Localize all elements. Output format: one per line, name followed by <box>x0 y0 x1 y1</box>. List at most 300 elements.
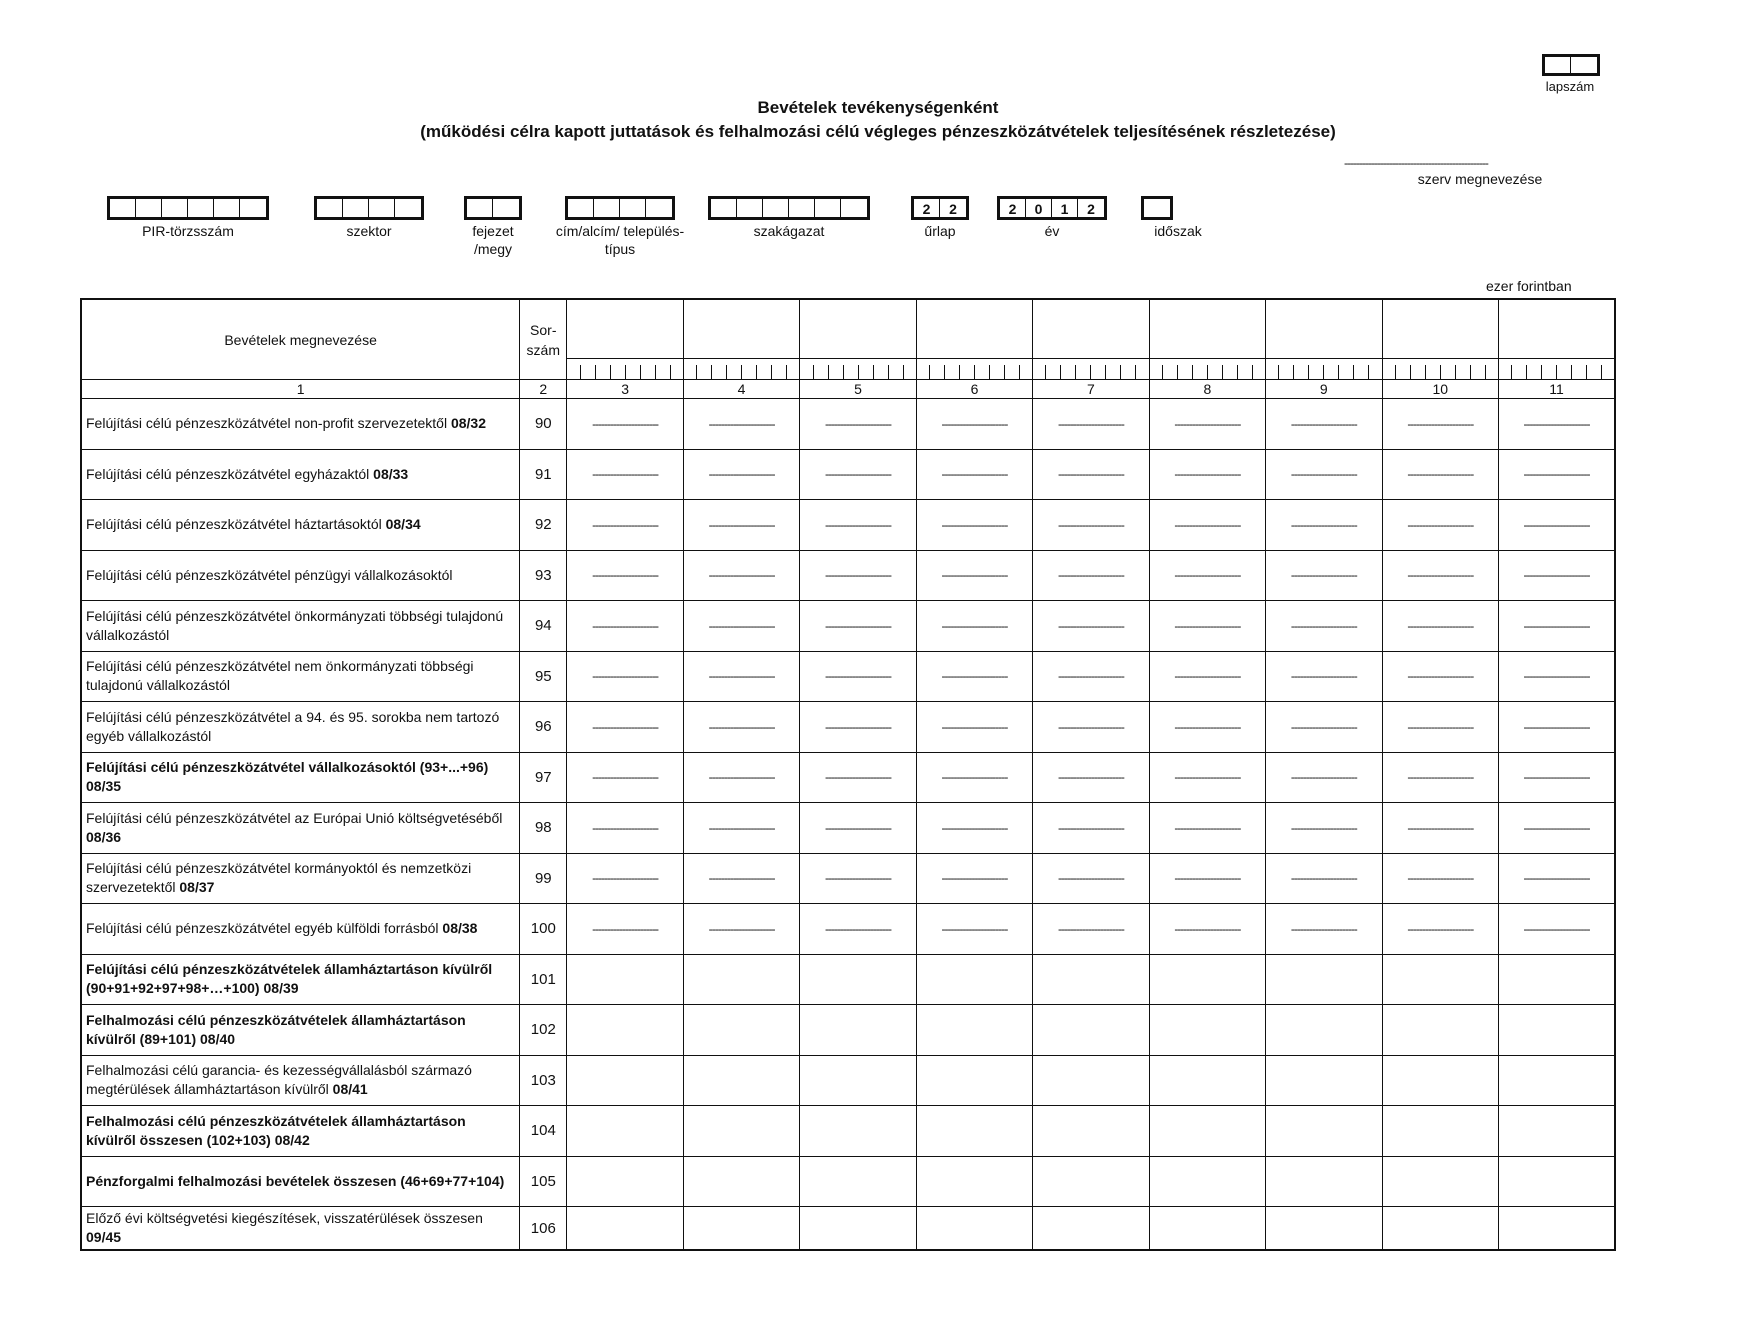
column-number: 6 <box>916 380 1032 399</box>
value-cell-not-applicable: ---------------------- <box>800 399 916 450</box>
value-cell[interactable] <box>1149 1207 1265 1251</box>
row-ledger-code: 08/33 <box>373 465 409 482</box>
value-cell[interactable] <box>1149 1106 1265 1157</box>
activity-code-ticks[interactable] <box>1033 358 1148 379</box>
value-cell-not-applicable: ---------------------- <box>916 904 1032 955</box>
value-cell[interactable] <box>1033 1055 1149 1106</box>
value-cell[interactable] <box>1382 1106 1498 1157</box>
value-cell[interactable] <box>1033 1005 1149 1056</box>
column-number: 7 <box>1033 380 1149 399</box>
value-cell-not-applicable: ---------------------- <box>1149 399 1265 450</box>
value-cell-not-applicable: ---------------------- <box>683 601 799 652</box>
year-digit[interactable]: 2 <box>1087 201 1095 217</box>
row-number: 97 <box>520 752 567 803</box>
period-field[interactable] <box>1141 196 1173 220</box>
table-row <box>81 1156 1615 1207</box>
value-cell-not-applicable: ---------------------- <box>1382 853 1498 904</box>
value-cell[interactable] <box>1149 1055 1265 1106</box>
value-cell[interactable] <box>683 1005 799 1056</box>
pir-number-digit[interactable] <box>188 199 214 217</box>
value-cell-not-applicable: ---------------------- <box>800 500 916 551</box>
row-description-text: Felújítási célú pénzeszközátvétel pénzügyi vállalkozásoktól <box>86 566 453 583</box>
value-cell-not-applicable: ---------------------- <box>1266 399 1382 450</box>
chapter-county-digit[interactable] <box>493 199 519 217</box>
pir-number-digit[interactable] <box>162 199 188 217</box>
value-cell-not-applicable: ---------------------- <box>1499 752 1616 803</box>
row-description <box>81 752 520 803</box>
value-cell-not-applicable: ---------------------- <box>1149 752 1265 803</box>
row-description-text: Felhalmozási célú garancia- és kezességvállalásból származó megtérülések államháztartáson kívülről <box>86 1062 472 1098</box>
form-number-digit[interactable]: 2 <box>914 199 940 217</box>
row-number: 98 <box>520 803 567 854</box>
form-number-label: űrlap <box>924 223 956 239</box>
value-cell[interactable] <box>567 1005 683 1056</box>
row-description <box>81 601 520 652</box>
industry-code-digit[interactable] <box>711 199 737 217</box>
row-description <box>81 1106 520 1157</box>
industry-code-digit[interactable] <box>737 199 763 217</box>
value-cell-not-applicable: ---------------------- <box>1382 651 1498 702</box>
row-ledger-code: 08/39 <box>263 980 299 997</box>
value-cell[interactable] <box>1499 1207 1616 1251</box>
value-cell[interactable] <box>1382 954 1498 1005</box>
value-cell[interactable] <box>1266 1156 1382 1207</box>
value-cell-not-applicable: ---------------------- <box>916 449 1032 500</box>
row-description <box>81 1055 520 1106</box>
row-description <box>81 1005 520 1056</box>
form-subtitle: (működési célra kapott juttatások és felhalmozási célú végleges pénzeszközátvételek teljesítésének részletezése) <box>420 122 1336 141</box>
value-cell-not-applicable: ---------------------- <box>1266 702 1382 753</box>
row-description-text: Pénzforgalmi felhalmozási bevételek összesen (46+69+77+104) <box>86 1172 505 1189</box>
column-number: 10 <box>1382 380 1498 399</box>
value-cell-not-applicable: ---------------------- <box>567 752 683 803</box>
table-row <box>81 904 1615 955</box>
row-description-text: Felhalmozási célú pénzeszközátvételek államháztartáson kívülről összesen (102+103) <box>86 1112 466 1148</box>
activity-code-ticks[interactable] <box>1150 358 1265 379</box>
value-cell[interactable] <box>1499 1156 1616 1207</box>
row-description <box>81 500 520 551</box>
value-cell-not-applicable: ---------------------- <box>800 702 916 753</box>
column-number: 4 <box>683 380 799 399</box>
row-description-text: Felújítási célú pénzeszközátvétel non-profit szervezetektől <box>86 415 448 432</box>
value-cell[interactable] <box>683 1106 799 1157</box>
value-cell[interactable] <box>1149 954 1265 1005</box>
value-cell-not-applicable: ---------------------- <box>1149 904 1265 955</box>
value-cell-not-applicable: ---------------------- <box>800 449 916 500</box>
row-number: 91 <box>520 449 567 500</box>
row-number: 95 <box>520 651 567 702</box>
value-cell-not-applicable: ---------------------- <box>567 651 683 702</box>
form-number-field[interactable] <box>911 196 969 220</box>
value-cell-not-applicable: ---------------------- <box>683 702 799 753</box>
value-cell-not-applicable: ---------------------- <box>567 904 683 955</box>
value-cell[interactable] <box>567 1156 683 1207</box>
row-description <box>81 1156 520 1207</box>
sector-digit[interactable] <box>369 199 395 217</box>
page-number-box[interactable] <box>1542 54 1600 76</box>
column-number: 2 <box>520 380 567 399</box>
row-number: 104 <box>520 1106 567 1157</box>
row-number: 100 <box>520 904 567 955</box>
table-row <box>81 1055 1615 1106</box>
row-number: 96 <box>520 702 567 753</box>
page-number-cell[interactable] <box>1571 57 1597 73</box>
value-cell-not-applicable: ---------------------- <box>1499 500 1616 551</box>
row-description-text: Felújítási célú pénzeszközátvétel kormányoktól és nemzetközi szervezetektől <box>86 860 472 896</box>
value-cell[interactable] <box>916 954 1032 1005</box>
page-number-label: lapszám <box>1545 79 1595 94</box>
industry-code-field[interactable] <box>708 196 870 220</box>
row-description-text: Előző évi költségvetési kiegészítések, visszatérülések összesen <box>86 1210 483 1226</box>
value-cell-not-applicable: ---------------------- <box>567 601 683 652</box>
row-number: 93 <box>520 550 567 601</box>
value-cell[interactable] <box>800 1005 916 1056</box>
value-cell[interactable] <box>800 1207 916 1251</box>
title-subtitle-settlement-type-field[interactable] <box>565 196 675 220</box>
value-cell[interactable] <box>1499 1055 1616 1106</box>
row-description-text: Felújítási célú pénzeszközátvétel önkormányzati többségi tulajdonú vállalkozástól <box>86 607 504 643</box>
value-cell-not-applicable: ---------------------- <box>683 449 799 500</box>
table-row <box>81 601 1615 652</box>
value-cell-not-applicable: ---------------------- <box>1266 601 1382 652</box>
value-cell-not-applicable: ---------------------- <box>1033 399 1149 450</box>
value-cell-not-applicable: ---------------------- <box>1149 550 1265 601</box>
table-row <box>81 954 1615 1005</box>
activity-column-header[interactable] <box>683 299 799 380</box>
row-description <box>81 702 520 753</box>
value-cell-not-applicable: ---------------------- <box>567 500 683 551</box>
row-description <box>81 399 520 450</box>
row-number-header-label: Sor- szám <box>526 321 560 358</box>
row-number: 99 <box>520 853 567 904</box>
column-number: 8 <box>1149 380 1265 399</box>
column-number: 1 <box>81 380 520 399</box>
value-cell[interactable] <box>1149 1156 1265 1207</box>
value-cell[interactable] <box>1033 954 1149 1005</box>
value-cell[interactable] <box>1382 1207 1498 1251</box>
form-number-digit[interactable]: 2 <box>949 201 957 217</box>
value-cell-not-applicable: ---------------------- <box>683 853 799 904</box>
value-cell-not-applicable: ---------------------- <box>1499 399 1616 450</box>
pir-number-digit[interactable] <box>240 199 266 217</box>
value-cell-not-applicable: ---------------------- <box>1266 651 1382 702</box>
value-cell-not-applicable: ---------------------- <box>916 702 1032 753</box>
row-number: 105 <box>520 1156 567 1207</box>
value-cell-not-applicable: ---------------------- <box>1499 702 1616 753</box>
row-description <box>81 550 520 601</box>
value-cell-not-applicable: ---------------------- <box>1033 550 1149 601</box>
period-digit[interactable] <box>1144 199 1170 217</box>
value-cell-not-applicable: ---------------------- <box>683 651 799 702</box>
value-cell-not-applicable: ---------------------- <box>1266 550 1382 601</box>
value-cell[interactable] <box>1382 1005 1498 1056</box>
value-cell-not-applicable: ---------------------- <box>1266 853 1382 904</box>
value-cell[interactable] <box>1266 1106 1382 1157</box>
value-cell[interactable] <box>683 1156 799 1207</box>
value-cell[interactable] <box>683 954 799 1005</box>
value-cell[interactable] <box>1149 1005 1265 1056</box>
value-cell-not-applicable: ---------------------- <box>567 803 683 854</box>
value-cell[interactable] <box>1382 1055 1498 1106</box>
value-cell[interactable] <box>1033 1207 1149 1251</box>
row-ledger-code: 09/45 <box>86 1229 122 1245</box>
period-label: időszak <box>1154 223 1202 239</box>
value-cell[interactable] <box>1033 1106 1149 1157</box>
activity-code-ticks[interactable] <box>684 358 799 379</box>
value-cell-not-applicable: ---------------------- <box>1149 601 1265 652</box>
row-ledger-code: 08/37 <box>179 879 215 896</box>
year-field[interactable] <box>997 196 1107 220</box>
year-digit[interactable]: 1 <box>1052 199 1078 217</box>
org-name-line[interactable]: ------------------------------------------------ <box>1344 156 1488 170</box>
table-row <box>81 1207 1615 1251</box>
value-cell-not-applicable: ---------------------- <box>916 853 1032 904</box>
value-cell-not-applicable: ---------------------- <box>1266 904 1382 955</box>
value-cell-not-applicable: ---------------------- <box>1382 752 1498 803</box>
value-cell-not-applicable: ---------------------- <box>800 651 916 702</box>
row-number: 92 <box>520 500 567 551</box>
row-description-text: Felújítási célú pénzeszközátvétel nem önkormányzati többségi tulajdonú vállalkozástól <box>86 658 474 694</box>
table-row <box>81 702 1615 753</box>
value-cell-not-applicable: ---------------------- <box>916 803 1032 854</box>
value-cell-not-applicable: ---------------------- <box>567 702 683 753</box>
activity-code-ticks[interactable] <box>800 358 915 379</box>
value-cell-not-applicable: ---------------------- <box>916 500 1032 551</box>
table-row <box>81 853 1615 904</box>
industry-code-digit[interactable] <box>763 199 789 217</box>
title-subtitle-settlement-type-digit[interactable] <box>594 199 620 217</box>
table-row <box>81 500 1615 551</box>
activity-column-header[interactable] <box>1266 299 1382 380</box>
value-cell-not-applicable: ---------------------- <box>1382 904 1498 955</box>
activity-code-ticks[interactable] <box>567 358 682 379</box>
industry-code-digit[interactable] <box>789 199 815 217</box>
activity-column-header[interactable] <box>1149 299 1265 380</box>
unit-label: ezer forintban <box>1486 278 1572 294</box>
value-cell-not-applicable: ---------------------- <box>800 550 916 601</box>
value-cell[interactable] <box>567 1106 683 1157</box>
value-cell[interactable] <box>916 1156 1032 1207</box>
sector-field[interactable] <box>314 196 424 220</box>
value-cell[interactable] <box>1382 1156 1498 1207</box>
value-cell-not-applicable: ---------------------- <box>683 399 799 450</box>
value-cell[interactable] <box>916 1005 1032 1056</box>
value-cell-not-applicable: ---------------------- <box>1382 399 1498 450</box>
row-ledger-code: 08/35 <box>86 778 122 795</box>
row-description-text: Felújítási célú pénzeszközátvétel a 94. és 95. sorokba nem tartozó egyéb vállalkozástól <box>86 708 500 744</box>
value-cell-not-applicable: ---------------------- <box>800 904 916 955</box>
value-cell[interactable] <box>800 954 916 1005</box>
value-cell[interactable] <box>1499 954 1616 1005</box>
activity-column-header[interactable] <box>1033 299 1149 380</box>
value-cell[interactable] <box>1033 1156 1149 1207</box>
row-number: 102 <box>520 1005 567 1056</box>
activity-code-ticks[interactable] <box>1499 358 1614 379</box>
value-cell[interactable] <box>567 954 683 1005</box>
row-description-text: Felújítási célú pénzeszközátvétel háztartásoktól <box>86 516 382 533</box>
table-body <box>81 399 1615 1251</box>
table-row <box>81 449 1615 500</box>
column-number: 11 <box>1499 380 1616 399</box>
value-cell-not-applicable: ---------------------- <box>1382 550 1498 601</box>
row-number: 94 <box>520 601 567 652</box>
value-cell-not-applicable: ---------------------- <box>1033 752 1149 803</box>
column-number: 9 <box>1266 380 1382 399</box>
value-cell-not-applicable: ---------------------- <box>1266 500 1382 551</box>
value-cell-not-applicable: ---------------------- <box>567 550 683 601</box>
value-cell-not-applicable: ---------------------- <box>567 449 683 500</box>
pir-number-field[interactable] <box>107 196 269 220</box>
row-description <box>81 651 520 702</box>
value-cell[interactable] <box>1499 1005 1616 1056</box>
value-cell-not-applicable: ---------------------- <box>1033 601 1149 652</box>
value-cell-not-applicable: ---------------------- <box>916 601 1032 652</box>
row-ledger-code: 08/38 <box>442 920 478 937</box>
value-cell-not-applicable: ---------------------- <box>567 399 683 450</box>
value-cell-not-applicable: ---------------------- <box>1033 803 1149 854</box>
value-cell-not-applicable: ---------------------- <box>567 853 683 904</box>
activity-column-header[interactable] <box>1499 299 1616 380</box>
row-number: 106 <box>520 1207 567 1251</box>
value-cell-not-applicable: ---------------------- <box>1499 853 1616 904</box>
row-ledger-code: 08/36 <box>86 828 122 845</box>
column-number-row <box>81 380 1615 399</box>
sector-label: szektor <box>346 223 392 239</box>
value-cell-not-applicable: ---------------------- <box>800 601 916 652</box>
chapter-county-digit[interactable] <box>467 199 493 217</box>
value-cell-not-applicable: ---------------------- <box>683 752 799 803</box>
activity-code-ticks[interactable] <box>1383 358 1498 379</box>
value-cell[interactable] <box>916 1207 1032 1251</box>
org-name-label: szerv megnevezése <box>1417 171 1543 187</box>
value-cell[interactable] <box>800 1156 916 1207</box>
activity-column-header[interactable] <box>800 299 916 380</box>
table-row <box>81 399 1615 450</box>
year-digit[interactable]: 2 <box>1000 199 1026 217</box>
row-description <box>81 954 520 1005</box>
value-cell-not-applicable: ---------------------- <box>1149 651 1265 702</box>
value-cell[interactable] <box>1266 1005 1382 1056</box>
value-cell[interactable] <box>916 1055 1032 1106</box>
value-cell[interactable] <box>1266 954 1382 1005</box>
title-subtitle-settlement-type-digit[interactable] <box>620 199 646 217</box>
value-cell[interactable] <box>1266 1055 1382 1106</box>
value-cell-not-applicable: ---------------------- <box>1033 500 1149 551</box>
value-cell-not-applicable: ---------------------- <box>800 803 916 854</box>
value-cell[interactable] <box>567 1207 683 1251</box>
pir-number-label: PIR-törzsszám <box>142 223 234 239</box>
value-cell-not-applicable: ---------------------- <box>1033 651 1149 702</box>
value-cell-not-applicable: ---------------------- <box>1382 803 1498 854</box>
row-ledger-code: 08/32 <box>450 415 487 432</box>
sector-digit[interactable] <box>317 199 343 217</box>
row-description <box>81 803 520 854</box>
value-cell[interactable] <box>683 1207 799 1251</box>
title-subtitle-settlement-type-digit[interactable] <box>646 199 672 217</box>
value-cell-not-applicable: ---------------------- <box>1033 449 1149 500</box>
row-number: 101 <box>520 954 567 1005</box>
table-row <box>81 1005 1615 1056</box>
form-title: Bevételek tevékenységenként <box>757 98 999 117</box>
activity-column-header[interactable] <box>916 299 1032 380</box>
year-digit[interactable]: 0 <box>1026 199 1052 217</box>
value-cell-not-applicable: ---------------------- <box>916 550 1032 601</box>
title-subtitle-settlement-type-digit[interactable] <box>568 199 594 217</box>
value-cell[interactable] <box>567 1055 683 1106</box>
industry-code-digit[interactable] <box>815 199 841 217</box>
value-cell[interactable] <box>800 1106 916 1157</box>
row-description <box>81 853 520 904</box>
row-description-text: Felújítási célú pénzeszközátvételek államháztartáson kívülről (90+91+92+97+98+…+100) <box>86 961 493 997</box>
value-cell[interactable] <box>683 1055 799 1106</box>
value-cell-not-applicable: ---------------------- <box>683 803 799 854</box>
chapter-county-field[interactable] <box>464 196 522 220</box>
value-cell-not-applicable: ---------------------- <box>1149 702 1265 753</box>
activity-column-header[interactable] <box>1382 299 1498 380</box>
value-cell-not-applicable: ---------------------- <box>1266 752 1382 803</box>
value-cell-not-applicable: ---------------------- <box>1149 853 1265 904</box>
value-cell-not-applicable: ---------------------- <box>1382 500 1498 551</box>
table-row <box>81 803 1615 854</box>
industry-code-digit[interactable] <box>841 199 867 217</box>
sector-digit[interactable] <box>395 199 421 217</box>
table-row <box>81 752 1615 803</box>
value-cell-not-applicable: ---------------------- <box>1382 702 1498 753</box>
value-cell-not-applicable: ---------------------- <box>1382 601 1498 652</box>
table-row <box>81 550 1615 601</box>
chapter-county-label: fejezet /megy <box>472 223 514 257</box>
pir-number-digit[interactable] <box>214 199 240 217</box>
value-cell[interactable] <box>800 1055 916 1106</box>
row-description-text: Felújítási célú pénzeszközátvétel egyházaktól <box>86 465 370 482</box>
value-cell-not-applicable: ---------------------- <box>1149 500 1265 551</box>
column-number: 3 <box>567 380 683 399</box>
activity-code-ticks[interactable] <box>917 358 1032 379</box>
activity-code-ticks[interactable] <box>1266 358 1381 379</box>
column-header-name: Bevételek megnevezése <box>81 299 520 380</box>
value-cell[interactable] <box>1266 1207 1382 1251</box>
pir-number-digit[interactable] <box>136 199 162 217</box>
value-cell-not-applicable: ---------------------- <box>1266 449 1382 500</box>
value-cell-not-applicable: ---------------------- <box>916 399 1032 450</box>
page-number-cell[interactable] <box>1545 57 1571 73</box>
pir-number-digit[interactable] <box>110 199 136 217</box>
value-cell-not-applicable: ---------------------- <box>683 500 799 551</box>
row-description-text: Felújítási célú pénzeszközátvétel egyéb külföldi forrásból <box>86 920 439 937</box>
row-ledger-code: 08/41 <box>332 1081 368 1098</box>
title-subtitle-settlement-type-label: cím/alcím/ település-típus <box>555 223 685 257</box>
value-cell-not-applicable: ---------------------- <box>1033 904 1149 955</box>
value-cell[interactable] <box>1499 1106 1616 1157</box>
column-header-row-number <box>520 299 567 380</box>
value-cell-not-applicable: ---------------------- <box>1499 601 1616 652</box>
value-cell[interactable] <box>916 1106 1032 1157</box>
row-ledger-code: 08/42 <box>274 1131 310 1148</box>
sector-digit[interactable] <box>343 199 369 217</box>
value-cell-not-applicable: ---------------------- <box>1499 449 1616 500</box>
row-description-text: Felújítási célú pénzeszközátvétel vállalkozásoktól (93+...+96) <box>86 759 489 776</box>
value-cell-not-applicable: ---------------------- <box>916 752 1032 803</box>
activity-column-header[interactable] <box>567 299 683 380</box>
row-number: 103 <box>520 1055 567 1106</box>
value-cell-not-applicable: ---------------------- <box>1033 853 1149 904</box>
row-description-text: Felújítási célú pénzeszközátvétel az Európai Unió költségvetéséből <box>86 809 503 826</box>
row-ledger-code: 08/34 <box>385 516 421 533</box>
revenue-table <box>80 298 1616 1251</box>
value-cell-not-applicable: ---------------------- <box>683 550 799 601</box>
value-cell-not-applicable: ---------------------- <box>916 651 1032 702</box>
value-cell-not-applicable: ---------------------- <box>1266 803 1382 854</box>
